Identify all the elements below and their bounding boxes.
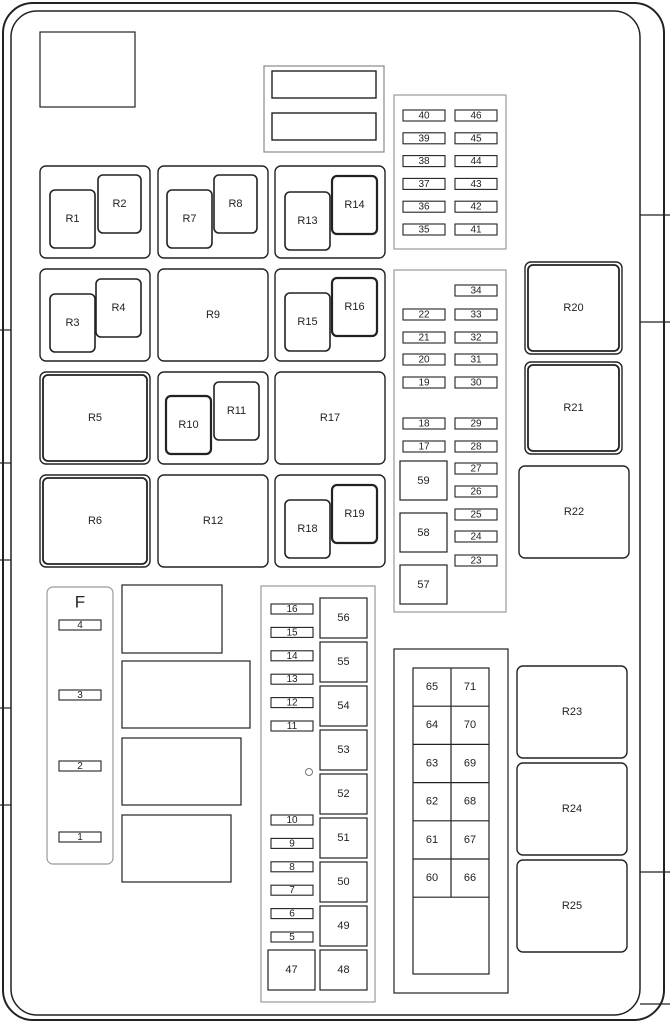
fuse-number: 15	[286, 627, 298, 639]
relay-r25: R25	[561, 900, 583, 912]
fuse-number: 3	[77, 690, 83, 701]
fuse-46	[455, 110, 497, 122]
relay-r17	[275, 372, 385, 464]
fuse-9	[271, 838, 313, 849]
fuse-25	[455, 509, 497, 521]
relay-housing	[158, 166, 268, 258]
fuse-number: 56	[337, 612, 350, 624]
fuse-number: 52	[337, 788, 350, 800]
relay-r20	[525, 262, 622, 354]
fuse-number: 38	[418, 156, 430, 168]
fuse-number: 41	[470, 224, 482, 236]
relay-group-r1-r2	[40, 166, 150, 258]
relay-r7: R7	[182, 213, 197, 225]
top-left-component	[40, 32, 135, 107]
fuse-number: 36	[418, 201, 430, 213]
fuse-45	[455, 133, 497, 145]
relay-r9: R9	[205, 309, 221, 321]
fuse-number: 49	[337, 920, 350, 932]
fuse-26	[455, 486, 497, 498]
relay-r23	[517, 666, 627, 758]
fuse-number: 57	[417, 579, 430, 591]
fuse-number: 8	[289, 861, 295, 873]
fuse-number: 29	[470, 418, 482, 430]
relay-group-r13-r14	[275, 166, 385, 258]
relay-r18: R18	[297, 523, 318, 535]
middle-right-fuse-panel	[394, 270, 506, 612]
fuse-49	[320, 906, 367, 946]
fuse-62: 62	[425, 795, 439, 808]
fuse-67: 67	[463, 833, 477, 846]
fuse-number: 26	[470, 486, 482, 498]
fuse-number: 30	[470, 377, 482, 389]
fuse-number: 33	[470, 309, 482, 321]
relay-r5: R5	[87, 412, 103, 424]
fuse-64: 64	[425, 719, 439, 732]
relay-r23: R23	[561, 706, 583, 718]
fuse-29	[455, 418, 497, 430]
fuse-number: 18	[418, 418, 430, 430]
fuse-33	[455, 309, 497, 321]
relay-r25	[517, 860, 627, 952]
fuse-39	[403, 133, 445, 145]
fuse-number: 22	[418, 309, 430, 321]
fuse-number: 44	[470, 156, 482, 168]
bottom-center-panel-outline	[261, 586, 375, 1002]
relay-r14: R14	[344, 199, 365, 211]
fuse-number: 55	[337, 656, 350, 668]
fuse-71: 71	[463, 681, 477, 693]
fuse-number: 39	[418, 133, 430, 145]
fuse-number: 5	[289, 932, 295, 943]
fuse-number: 37	[418, 178, 430, 190]
fuse-40	[403, 110, 445, 122]
fuse-70: 70	[463, 719, 477, 732]
relay-r6	[40, 475, 150, 567]
fuse-number: 50	[337, 876, 350, 888]
relay-r22	[519, 466, 629, 558]
fuse-53	[320, 730, 367, 770]
fuse-23	[455, 555, 497, 567]
top-right-fuse-panel	[394, 95, 506, 249]
fuse-61: 61	[425, 833, 439, 846]
relay-r13: R13	[297, 215, 318, 227]
fuse-34	[455, 285, 497, 297]
fuse-54	[320, 686, 367, 726]
fuse-48	[320, 950, 367, 990]
fuse-65: 65	[425, 681, 439, 693]
fuse-number: 35	[418, 224, 430, 236]
fuse-number: 54	[337, 700, 350, 712]
fuse-number: 1	[77, 832, 83, 843]
fuse-4	[59, 620, 101, 631]
fuse-21	[403, 332, 445, 344]
fuse-31	[455, 354, 497, 366]
fuse-number: 45	[470, 133, 482, 145]
connector-stubs	[0, 215, 670, 1004]
relay-group-r10-r11	[158, 372, 268, 464]
fuse-number: 14	[286, 650, 298, 662]
fuse-number: 11	[286, 721, 298, 732]
relay-r12: R12	[202, 515, 224, 527]
relay-r3: R3	[65, 317, 80, 329]
fuse-66: 66	[463, 872, 477, 884]
fuse-19	[403, 377, 445, 389]
relay-r2: R2	[112, 198, 127, 210]
relay-r17: R17	[319, 412, 341, 424]
fuse-number: 10	[286, 815, 298, 826]
fuse-number: 25	[470, 509, 482, 521]
fuse-number: 31	[470, 354, 482, 366]
relay-group-r7-r8	[158, 166, 268, 258]
fuse-1	[59, 832, 101, 843]
fuse-14	[271, 651, 313, 662]
fuse-59	[400, 461, 447, 500]
fuse-44	[455, 156, 497, 168]
relay-r12	[158, 475, 268, 567]
fuse-58	[400, 513, 447, 552]
fuse-number: 51	[337, 832, 350, 844]
relay-group-r15-r16	[275, 269, 385, 361]
fuse-52	[320, 774, 367, 814]
fuse-number: 2	[77, 761, 83, 772]
fuse-42	[455, 201, 497, 213]
fuse-number: 24	[470, 531, 482, 543]
fuse-32	[455, 332, 497, 344]
top-right-panel-outline	[394, 95, 506, 249]
fuse-37	[403, 178, 445, 190]
fuse-number: 20	[418, 354, 430, 366]
fuse-24	[455, 531, 497, 543]
fuse-43	[455, 178, 497, 190]
fuse-10	[271, 815, 313, 826]
fuse-56	[320, 598, 367, 638]
fuse-51	[320, 818, 367, 858]
fuse-number: 6	[289, 908, 295, 920]
fuse-number: 42	[470, 201, 482, 213]
relay-r8: R8	[228, 198, 243, 210]
fuse-number: 4	[77, 620, 83, 631]
fuse-57	[400, 565, 447, 604]
fuse-18	[403, 418, 445, 430]
blank-block-1	[122, 585, 222, 653]
fuse-6	[271, 909, 313, 920]
fuse-28	[455, 441, 497, 453]
fuse-number: 19	[418, 377, 430, 389]
fuse-number: 59	[417, 475, 430, 487]
relay-group-r3-r4	[40, 269, 150, 361]
relays-layer	[40, 166, 629, 952]
fuse-69: 69	[463, 757, 477, 770]
fuse-17	[403, 441, 445, 453]
fuse-number: 28	[470, 441, 482, 453]
relay-r22: R22	[563, 506, 585, 518]
fuse-number: 46	[470, 110, 482, 122]
fuse-36	[403, 201, 445, 213]
blank-component-blocks	[122, 585, 250, 882]
fuse-number: 16	[286, 604, 298, 615]
blank-block-3	[122, 738, 241, 805]
f-fuse-panel	[47, 587, 113, 864]
fuse-number: 58	[417, 527, 430, 539]
relay-r20: R20	[563, 302, 584, 314]
relay-r21	[525, 362, 622, 454]
fuse-22	[403, 309, 445, 321]
fuse-60: 60	[425, 872, 439, 884]
fuse-15	[271, 627, 313, 638]
relay-r5	[40, 372, 150, 464]
relay-r6: R6	[87, 515, 103, 527]
fuse-number: 53	[337, 744, 350, 756]
fuse-number: 43	[470, 178, 482, 190]
fuse-number: 48	[337, 964, 350, 976]
fuse-47	[268, 950, 315, 990]
fuse-number: 13	[286, 674, 298, 686]
relay-r9	[158, 269, 268, 361]
fuse-3	[59, 690, 101, 701]
relay-r24: R24	[561, 803, 583, 815]
fuse-number: 7	[289, 885, 295, 897]
fuse-number: 12	[286, 697, 298, 709]
fuse-number: 40	[418, 110, 430, 122]
fuse-number: 23	[470, 555, 482, 567]
relay-group-r18-r19	[275, 475, 385, 567]
fuse-5	[271, 932, 313, 943]
blank-block-4	[122, 815, 231, 882]
fuse-30	[455, 377, 497, 389]
mounting-hole	[306, 769, 313, 776]
fuse-7	[271, 885, 313, 896]
fuse-27	[455, 463, 497, 475]
fuse-50	[320, 862, 367, 902]
fuse-16	[271, 604, 313, 615]
fuse-13	[271, 674, 313, 685]
relay-r11: R11	[226, 405, 247, 417]
fuse-number: 47	[285, 964, 298, 976]
f-panel-title: F	[74, 592, 86, 612]
relay-r15: R15	[297, 316, 318, 328]
fuse-2	[59, 761, 101, 772]
relay-r1: R1	[65, 213, 80, 225]
fuse-8	[271, 862, 313, 873]
relay-r10: R10	[178, 419, 199, 431]
bottom-center-fuse-panel	[261, 586, 375, 1002]
fuse-number: 9	[289, 838, 295, 850]
relay-r4: R4	[111, 302, 126, 314]
blank-block-2	[122, 661, 250, 728]
top-center-connector	[264, 66, 384, 152]
fuse-number: 32	[470, 332, 482, 344]
fuse-number: 17	[418, 441, 430, 453]
fuse-number: 21	[418, 332, 430, 344]
relay-r16: R16	[344, 301, 365, 313]
fuse-55	[320, 642, 367, 682]
relay-r19: R19	[344, 508, 365, 520]
fuse-63: 63	[425, 757, 439, 770]
fuse-38	[403, 156, 445, 168]
fuse-number: 27	[470, 463, 482, 475]
relay-r21: R21	[563, 402, 584, 414]
fuse-number: 34	[470, 285, 482, 297]
bottom-right-fuse-panel	[394, 649, 508, 993]
fuse-12	[271, 698, 313, 709]
fuse-68: 68	[463, 795, 477, 808]
fuse-20	[403, 354, 445, 366]
fuse-41	[455, 224, 497, 236]
relay-housing	[158, 372, 268, 464]
relay-r24	[517, 763, 627, 855]
fuse-35	[403, 224, 445, 236]
fuse-11	[271, 721, 313, 732]
